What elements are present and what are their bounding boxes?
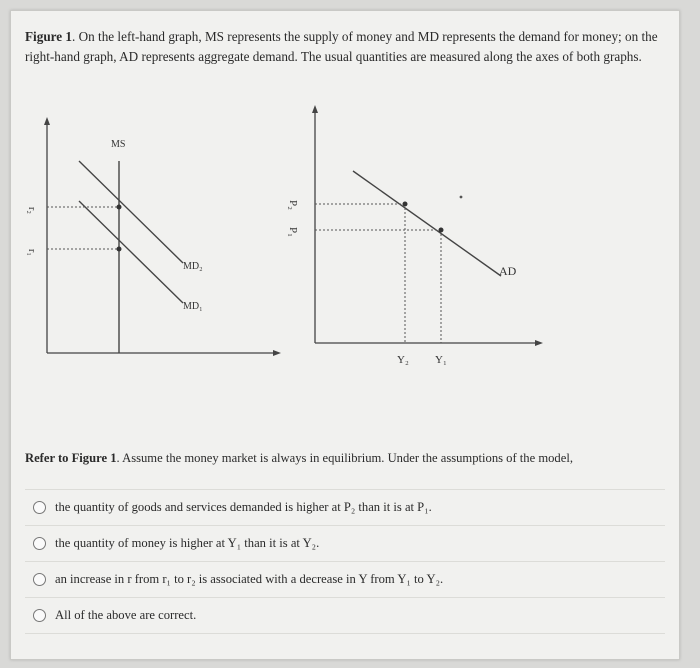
- md2-equilibrium-point: [117, 205, 122, 210]
- r2-label: r₂: [26, 207, 37, 214]
- question-card: [10, 10, 680, 660]
- ad-point-p2: [403, 202, 408, 207]
- question-text: . Assume the money market is always in equilibrium. Under the assumptions of the model,: [116, 451, 573, 465]
- r1-label: r₁: [26, 249, 37, 256]
- figure-text: . On the left-hand graph, MS represents the supply of money and MD represents the demand for money; on the right-hand graph, AD represents aggregate demand. The usual quantities are measured along the axes of both graphs.: [25, 29, 658, 64]
- question-lead: Refer to Figure 1: [25, 451, 117, 465]
- ad-label: AD: [499, 264, 517, 278]
- stray-dot: [460, 196, 463, 199]
- md1-equilibrium-point: [117, 247, 122, 252]
- figure-diagram: [11, 11, 679, 431]
- left-graph: [26, 117, 281, 356]
- md1-curve: [79, 201, 183, 303]
- answer-option-label: the quantity of goods and services demanded is higher at P₂ than it is at P₁.: [55, 500, 432, 514]
- radio-button-icon[interactable]: [33, 609, 46, 622]
- question-prompt: [25, 451, 665, 466]
- answer-option-3[interactable]: [25, 561, 665, 597]
- md2-curve: [79, 161, 183, 263]
- radio-button-icon[interactable]: [33, 501, 46, 514]
- answer-option-label: All of the above are correct.: [55, 608, 197, 622]
- answer-option-label: the quantity of money is higher at Y₁ than it is at Y₂.: [55, 536, 320, 550]
- radio-button-icon[interactable]: [33, 537, 46, 550]
- left-y-arrow: [44, 117, 50, 125]
- ad-point-p1: [439, 228, 444, 233]
- ad-curve: [353, 171, 501, 276]
- figure-label: Figure 1: [25, 29, 73, 44]
- answer-option-2[interactable]: [25, 525, 665, 561]
- y1-label: Y₁: [435, 354, 447, 366]
- answer-options: [25, 489, 665, 634]
- ms-label: MS: [111, 139, 126, 150]
- p1-label: P₁: [287, 227, 299, 237]
- md1-label: MD₁: [183, 301, 203, 312]
- right-y-arrow: [312, 105, 318, 113]
- p2-label: P₂: [287, 200, 299, 210]
- radio-button-icon[interactable]: [33, 573, 46, 586]
- right-graph: [287, 105, 543, 366]
- left-x-arrow: [273, 350, 281, 356]
- answer-option-label: an increase in r from r₁ to r₂ is associated with a decrease in Y from Y₁ to Y₂.: [55, 572, 444, 586]
- y2-label: Y₂: [397, 354, 409, 366]
- answer-option-1[interactable]: [25, 489, 665, 525]
- answer-option-4[interactable]: [25, 597, 665, 634]
- right-x-arrow: [535, 340, 543, 346]
- md2-label: MD₂: [183, 261, 203, 272]
